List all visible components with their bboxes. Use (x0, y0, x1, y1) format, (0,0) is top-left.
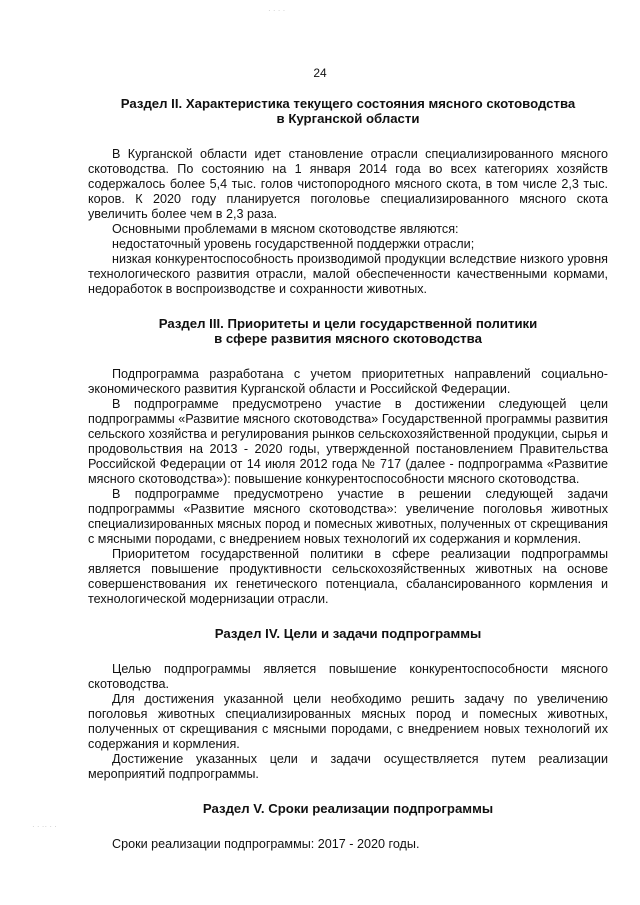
section-5 (88, 801, 608, 852)
page-content (88, 96, 608, 852)
section-2-heading-line-1: Раздел II. Характеристика текущего состояния мясного скотоводства (120, 96, 576, 111)
spacer (88, 126, 608, 147)
spacer (88, 782, 608, 801)
page-number: 24 (313, 66, 327, 80)
section-3 (88, 316, 608, 607)
section-5-heading: Раздел V. Сроки реализации подпрограммы (202, 801, 494, 816)
section-3-paragraph: В подпрограмме предусмотрено участие в достижении следующей цели подпрограммы «Развитие мясного скотоводства» Государственной программы развития сельского хозяйства и регулирования рынков сельскохозяйственной продукции, сырья и продовольствия на 2013 - 2020 годы, утвержденной постановлением Правительства Российской Федерации от 14 июля 2012 года № 717 (далее - подпрограмма «Развитие мясного скотоводства»): повышение конкурентоспособности мясного скотоводства. (88, 397, 608, 486)
spacer (88, 816, 608, 837)
section-2-heading-line-2: в Курганской области (276, 111, 420, 126)
section-3-paragraph: Приоритетом государственной политики в сфере реализации подпрограммы является повышение продуктивности сельскохозяйственных животных на основе совершенствования их генетического потенциала, сбалансированного кормления и технологической модернизации отрасли. (88, 547, 608, 606)
spacer (88, 346, 608, 367)
section-5-paragraph: Сроки реализации подпрограммы: 2017 - 2020 годы. (112, 837, 420, 851)
scan-artifact: · · · · (268, 6, 286, 15)
scan-artifact: · · ·· · · (32, 822, 57, 831)
section-3-paragraph: В подпрограмме предусмотрено участие в решении следующей задачи подпрограммы «Развитие мясного скотоводства»: увеличение поголовья животных специализированных мясных пород и помесных животных, полученных от скрещивания с мясными породами, с внедрением новых технологий их содержания и кормления. (88, 487, 608, 546)
section-3-heading-line-2: в сфере развития мясного скотоводства (214, 331, 482, 346)
section-2 (88, 96, 608, 297)
section-4 (88, 626, 608, 782)
section-2-paragraph: В Курганской области идет становление отрасли специализированного мясного скотоводства. По состоянию на 1 января 2014 года во всех категориях хозяйств содержалось более 5,4 тыс. голов чистопородного мясного скота, в том числе 2,3 тыс. коров. К 2020 году планируется поголовье специализированного мясного скота увеличить более чем в 2,3 раза. (88, 147, 608, 221)
section-4-heading: Раздел IV. Цели и задачи подпрограммы (214, 626, 482, 641)
section-2-paragraph: Основными проблемами в мясном скотоводстве являются: (112, 222, 459, 236)
spacer (88, 641, 608, 662)
section-2-paragraph: низкая конкурентоспособность производимой продукции вследствие низкого уровня технологического развития отрасли, малой обеспеченности качественными кормами, недоработок в воспроизводстве и сохранности животных. (88, 252, 608, 296)
section-2-paragraph: недостаточный уровень государственной поддержки отрасли; (112, 237, 475, 251)
section-4-paragraph: Достижение указанных цели и задачи осуществляется путем реализации мероприятий подпрограммы. (88, 752, 608, 781)
section-3-paragraph: Подпрограмма разработана с учетом приоритетных направлений социально-экономического развития Курганской области и Российской Федерации. (88, 367, 608, 396)
section-3-heading-line-1: Раздел III. Приоритеты и цели государственной политики (158, 316, 538, 331)
section-4-paragraph: Для достижения указанной цели необходимо решить задачу по увеличению поголовья животных специализированных мясных пород и помесных животных, полученных от скрещивания с мясными породами, с внедрением новых технологий их содержания и кормления. (88, 692, 608, 751)
section-4-paragraph: Целью подпрограммы является повышение конкурентоспособности мясного скотоводства. (88, 662, 608, 691)
spacer (88, 297, 608, 316)
spacer (88, 607, 608, 626)
